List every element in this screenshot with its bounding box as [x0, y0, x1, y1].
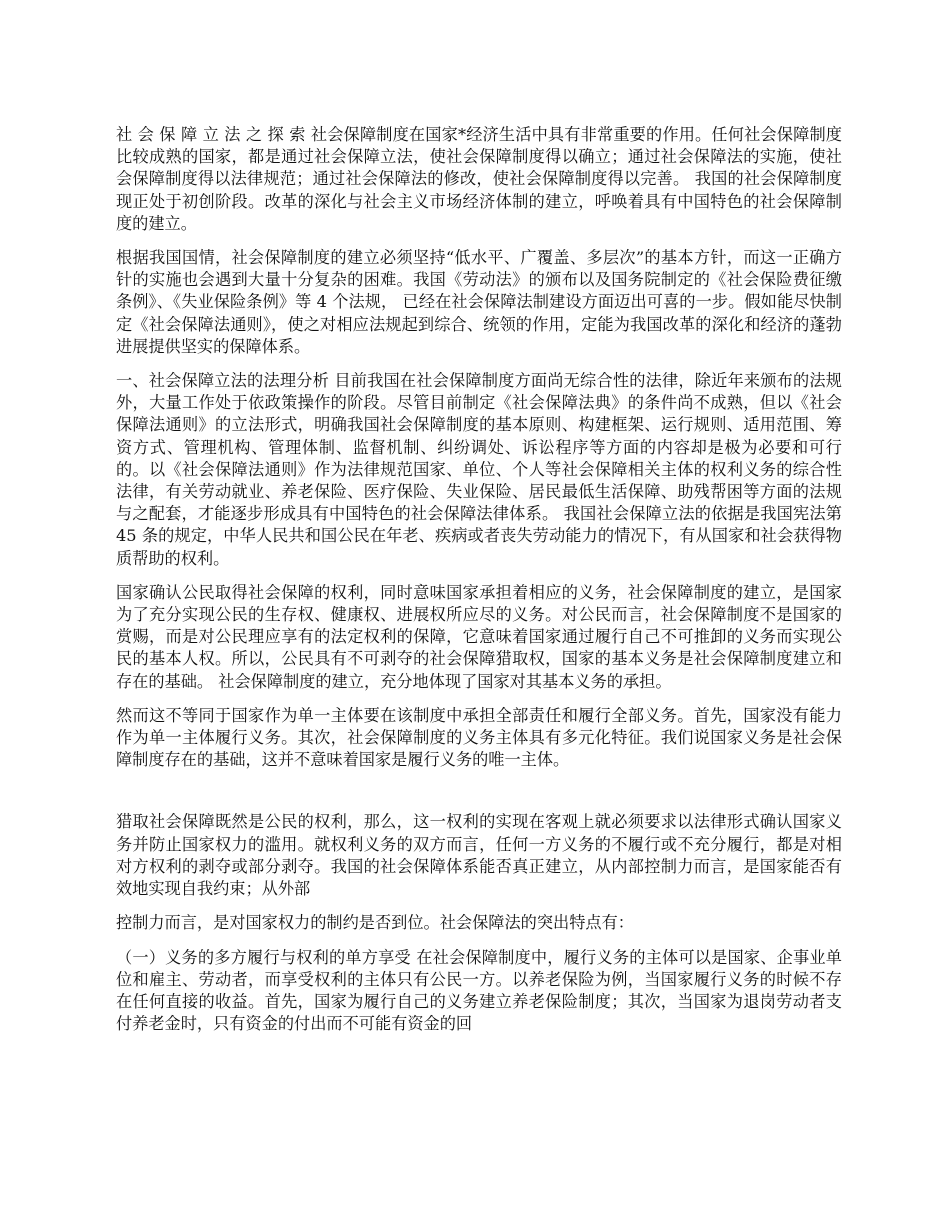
document-page [116, 124, 842, 1047]
paragraph-8: （一）义务的多方履行与权利的单方享受 在社会保障制度中，履行义务的主体可以是国家、企事业单位和雇主、劳动者，而享受权利的主体只有公民一方。以养老保险为例，当国家履行义务的时候不存在任何直接的收益。首先，国家为履行自己的义务建立养老保险制度；其次，当国家为退岗劳动者支付养老金时，只有资金的付出而不可能有资金的回 [116, 947, 842, 1034]
paragraph-3: 一、社会保障立法的法理分析 目前我国在社会保障制度方面尚无综合性的法律，除近年来颁布的法规外，大量工作处于依政策操作的阶段。尽管目前制定《社会保障法典》的条件尚不成熟，但以《社会保障法通则》的立法形式，明确我国社会保障制度的基本原则、构建框架、运行规则、适用范围、筹资方式、管理机构、管理体制、监督机制、纠纷调处、诉讼程序等方面的内容却是极为必要和可行的。以《社会保障法通则》作为法律规范国家、单位、个人等社会保障相关主体的权利义务的综合性法律，有关劳动就业、养老保险、医疗保险、失业保险、居民最低生活保障、助残帮困等方面的法规与之配套，才能逐步形成具有中国特色的社会保障法律体系。 我国社会保障立法的依据是我国宪法第 45 条的规定，中华人民共和国公民在年老、疾病或者丧失劳动能力的情况下，有从国家和社会获得物质帮助的权利。 [116, 371, 842, 568]
paragraph-7: 控制力而言，是对国家权力的制约是否到位。社会保障法的突出特点有： [116, 913, 634, 933]
paragraph-2: 根据我国国情，社会保障制度的建立必须坚持“低水平、广覆盖、多层次”的基本方针，而这一正确方针的实施也会遇到大量十分复杂的困难。我国《劳动法》的颁布以及国务院制定的《社会保险费征缴条例》、《失业保险条例》等 4 个法规， 已经在社会保障法制建设方面迈出可喜的一步。假如能尽快制定《社会保障法通则》，使之对相应法规起到综合、统领的作用，定能为我国改革的深化和经济的蓬勃进展提供坚实的保障体系。 [116, 248, 842, 356]
paragraph-6: 猎取社会保障既然是公民的权利，那么，这一权利的实现在客观上就必须要求以法律形式确认国家义务并防止国家权力的滥用。就权利义务的双方而言，任何一方义务的不履行或不充分履行，都是对相对方权利的剥夺或部分剥夺。我国的社会保障体系能否真正建立，从内部控制力而言，是国家能否有效地实现自我约束；从外部 [116, 812, 842, 899]
paragraph-4: 国家确认公民取得社会保障的权利，同时意味国家承担着相应的义务，社会保障制度的建立，是国家为了充分实现公民的生存权、健康权、进展权所应尽的义务。对公民而言，社会保障制度不是国家的赏赐，而是对公民理应享有的法定权利的保障，它意味着国家通过履行自己不可推卸的义务而实现公民的基本人权。所以，公民具有不可剥夺的社会保障猎取权，国家的基本义务是社会保障制度建立和存在的基础。 社会保障制度的建立，充分地体现了国家对其基本义务的承担。 [116, 582, 842, 691]
paragraph-5: 然而这不等同于国家作为单一主体要在该制度中承担全部责任和履行全部义务。首先，国家没有能力作为单一主体履行义务。其次，社会保障制度的义务主体具有多元化特征。我们说国家义务是社会保障制度存在的基础，这并不意味着国家是履行义务的唯一主体。 [116, 705, 842, 770]
paragraph-1: 社 会 保 障 立 法 之 探 索 社会保障制度在国家*经济生活中具有非常重要的作用。任何社会保障制度比较成熟的国家，都是通过社会保障立法，使社会保障制度得以确立；通过社会保障法的实施，使社会保障制度得以法律规范；通过社会保障法的修改，使社会保障制度得以完善。 我国的社会保障制度现正处于初创阶段。改革的深化与社会主义市场经济体制的建立，呼唤着具有中国特色的社会保障制度的建立。 [116, 125, 842, 233]
